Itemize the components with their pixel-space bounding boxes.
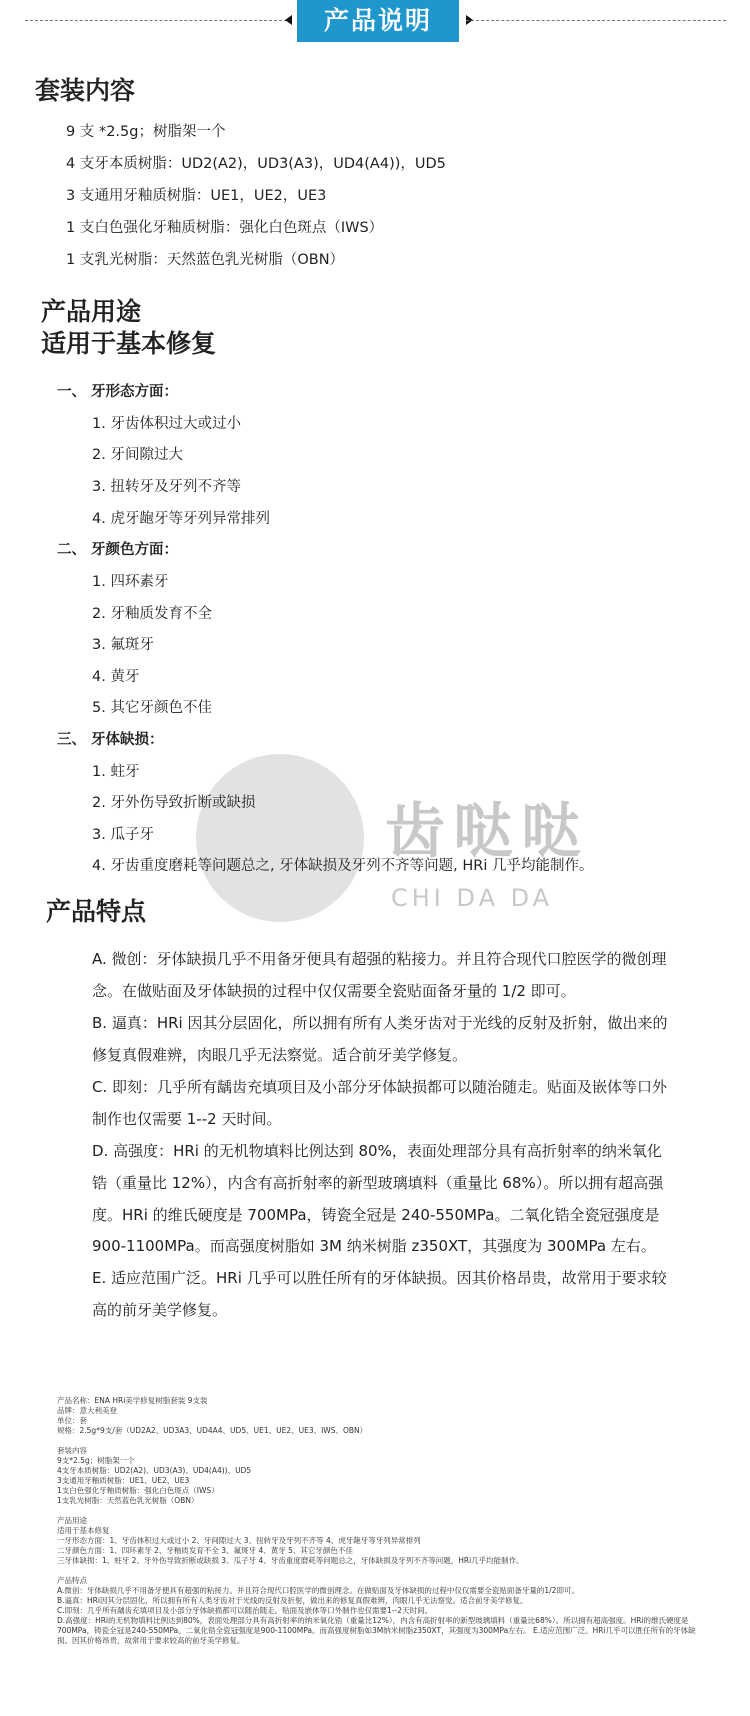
summary-features-title: 产品特点 bbox=[57, 1576, 87, 1585]
usage-subheading: 适用于基本修复 bbox=[41, 329, 217, 358]
usage-item: 4. 牙齿重度磨耗等问题总之, 牙体缺损及牙列不齐等问题, HRi 几乎均能制作。 bbox=[92, 858, 594, 874]
kit-item: 4 支牙本质树脂：UD2(A2)，UD3(A3)，UD4(A4))，UD5 bbox=[66, 156, 446, 172]
summary-usage-line: 适用于基本修复 bbox=[57, 1526, 110, 1535]
summary-info-line: 单位：套 bbox=[57, 1416, 87, 1425]
header-divider-right bbox=[466, 20, 726, 21]
usage-item: 2. 牙外伤导致折断或缺损 bbox=[92, 795, 256, 811]
summary-usage-line: 一牙形态方面：1、牙齿体积过大或过小 2、牙间隙过大 3、扭转牙及牙列不齐等 4、虎牙龅牙等牙列异常排列 bbox=[57, 1536, 421, 1545]
watermark-cn: 齿哒哒 bbox=[385, 797, 589, 867]
feature-paragraph: B. 逼真：HRi 因其分层固化，所以拥有所有人类牙齿对于光线的反射及折射，做出来的修复真假难辨，肉眼几乎无法察觉。适合前牙美学修复。 bbox=[92, 1014, 668, 1064]
usage-item: 2. 牙间隙过大 bbox=[92, 447, 183, 463]
summary-info-line: 规格：2.5g*9支/套（UD2A2、UD3A3、UD4A4、UD5、UE1、UE2、UE3、IWS、OBN） bbox=[57, 1426, 368, 1435]
summary-kit-line: 1支乳光树脂：天然蓝色乳光树脂（OBN） bbox=[57, 1496, 199, 1505]
summary-feature-line: D.高强度：HRi的无机物填料比例达到80%，表面处理部分具有高折射率的纳米氧化锆（重量比12%），内含有高折射率的新型玻璃填料（重量比68%）。所以拥有超高强度。HRi的维氏硬度是700MPa，铸瓷全冠是240-550MPa。二氧化锆全瓷冠强度是900-1100MPa。而高强度树脂如3M纳米树脂z350XT，其强度为300MPa左右。 E.适应范围广泛。HRi几乎可以胜任所有的牙体缺损。因其价格昂贵，故常用于要求较高的前牙美学修复。 bbox=[57, 1616, 696, 1645]
summary-info-line: 产品名称：ENA HRi美学修复树脂套装 9支装 bbox=[57, 1396, 208, 1405]
summary-kit-line: 4支牙本质树脂：UD2(A2)、UD3(A3)、UD4(A4))、UD5 bbox=[57, 1466, 252, 1475]
usage-group-title: 一、 牙形态方面： bbox=[57, 384, 179, 400]
usage-item: 1. 四环素牙 bbox=[92, 574, 169, 590]
header-title: 产品说明 bbox=[297, 0, 459, 42]
usage-item: 5. 其它牙颜色不佳 bbox=[92, 700, 212, 716]
kit-item: 1 支乳光树脂：天然蓝色乳光树脂（OBN） bbox=[66, 252, 345, 268]
usage-item: 3. 瓜子牙 bbox=[92, 827, 154, 843]
usage-item: 1. 牙齿体积过大或过小 bbox=[92, 416, 241, 432]
arrow-left-icon bbox=[285, 15, 292, 25]
summary-kit-line: 套装内容 bbox=[57, 1446, 87, 1455]
usage-heading: 产品用途 bbox=[41, 297, 142, 326]
usage-group-title: 二、 牙颜色方面： bbox=[57, 542, 179, 558]
usage-group-title: 三、 牙体缺损： bbox=[57, 732, 164, 748]
header-divider-left bbox=[25, 20, 287, 21]
kit-item: 3 支通用牙釉质树脂：UE1，UE2，UE3 bbox=[66, 188, 327, 204]
summary-feature-line: C.即刻：几乎所有龋齿充填项目及小部分牙体缺损都可以随治随走。贴面及嵌体等口外制作也仅需要1--2天时间。 bbox=[57, 1606, 433, 1615]
section-header bbox=[0, 0, 750, 44]
summary-feature-line: B.逼真：HRi因其分层固化，所以拥有所有人类牙齿对于光线的反射及折射，做出来的修复真假难辨，肉眼几乎无法察觉。适合前牙美学修复。 bbox=[57, 1596, 528, 1605]
summary-kit-line: 3支通用牙釉质树脂：UE1、UE2、UE3 bbox=[57, 1476, 190, 1485]
feature-paragraph: A. 微创：牙体缺损几乎不用备牙便具有超强的粘接力。并且符合现代口腔医学的微创理念。在做贴面及牙体缺损的过程中仅仅需要全瓷贴面备牙量的 1/2 即可。 bbox=[92, 950, 667, 1000]
feature-paragraph: D. 高强度：HRi 的无机物填料比例达到 80%，表面处理部分具有高折射率的纳米氧化锆（重量比 12%），内含有高折射率的新型玻璃填料（重量比 68%）。所以拥有超高强度。HRi 的维氏硬度是 700MPa，铸瓷全冠是 240-550MPa。二氧化锆全瓷冠强度是 900-1100MPa。而高强度树脂如 3M 纳米树脂 z350XT，其强度为 300MPa 左右。 E. 适应范围广泛。HRi 几乎可以胜任所有的牙体缺损。因其价格昂贵，故常用于要求较高的前牙美学修复。 bbox=[92, 1142, 667, 1319]
feature-paragraph: C. 即刻：几乎所有龋齿充填项目及小部分牙体缺损都可以随治随走。贴面及嵌体等口外制作也仅需要 1--2 天时间。 bbox=[92, 1078, 668, 1128]
usage-item: 3. 扭转牙及牙列不齐等 bbox=[92, 479, 241, 495]
usage-item: 4. 虎牙龅牙等牙列异常排列 bbox=[92, 511, 270, 527]
kit-item: 9 支 *2.5g；树脂架一个 bbox=[66, 124, 226, 140]
kit-heading: 套装内容 bbox=[35, 76, 136, 105]
usage-item: 2. 牙釉质发育不全 bbox=[92, 606, 212, 622]
elephant-logo-icon bbox=[196, 754, 364, 922]
features-heading: 产品特点 bbox=[46, 897, 147, 926]
usage-item: 3. 氟斑牙 bbox=[92, 637, 154, 653]
kit-item: 1 支白色强化牙釉质树脂：强化白色斑点（IWS） bbox=[66, 220, 384, 236]
summary-usage-line: 三牙体缺损：1、蛀牙 2、牙外伤导致折断或缺损 3、瓜子牙 4、牙齿重度磨耗等问题总之，牙体缺损及牙列不齐等问题，HRi几乎均能制作。 bbox=[57, 1556, 524, 1565]
watermark-en: CHI DA DA bbox=[391, 884, 554, 912]
summary-usage-line: 二牙颜色方面：1、四环素牙 2、牙釉质发育不全 3、氟斑牙 4、黄牙 5、其它牙颜色不佳 bbox=[57, 1546, 353, 1555]
summary-kit-line: 1支白色强化牙釉质树脂：强化白色斑点（IWS） bbox=[57, 1486, 219, 1495]
usage-item: 1. 蛀牙 bbox=[92, 764, 140, 780]
usage-item: 4. 黄牙 bbox=[92, 669, 140, 685]
summary-feature-line: A.微创：牙体缺损几乎不用备牙便具有超强的粘接力。并且符合现代口腔医学的微创理念。在做贴面及牙体缺损的过程中仅仅需要全瓷贴面备牙量的1/2即可。 bbox=[57, 1586, 579, 1595]
summary-info-line: 品牌：意大利美登 bbox=[57, 1406, 117, 1415]
summary-usage-line: 产品用途 bbox=[57, 1516, 87, 1525]
summary-kit-line: 9支*2.5g；树脂架一个 bbox=[57, 1456, 135, 1465]
